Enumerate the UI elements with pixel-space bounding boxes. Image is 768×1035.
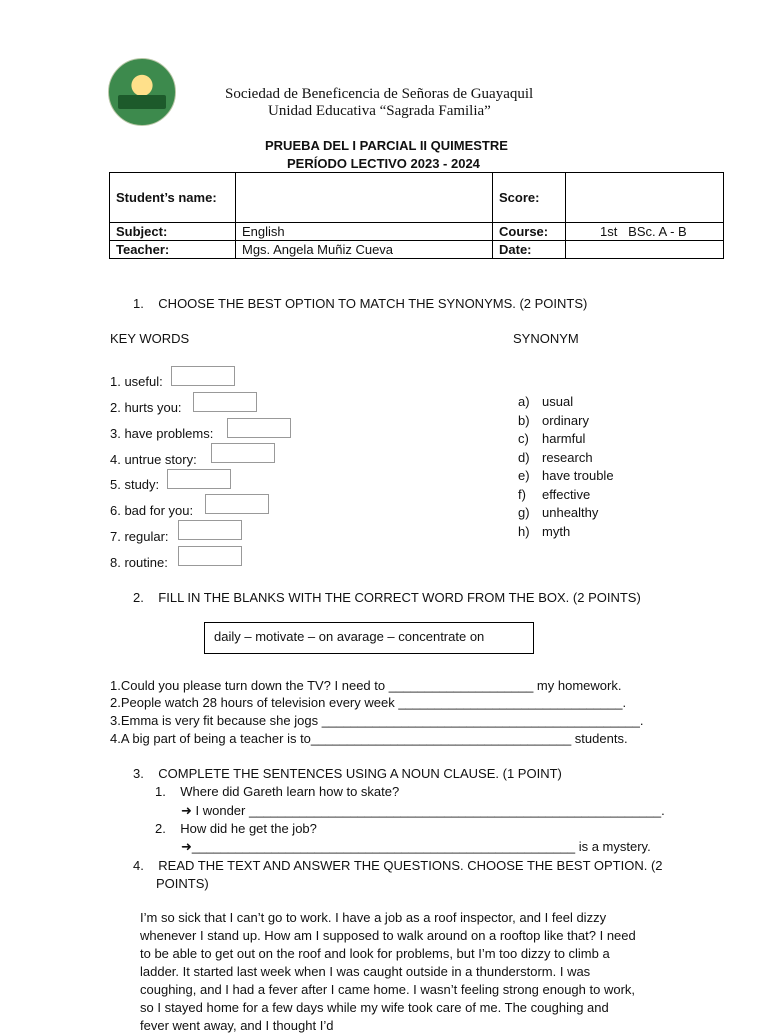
keyword-item: 8. routine:: [110, 555, 168, 570]
teacher-label: Teacher:: [110, 241, 236, 259]
keyword-item: 6. bad for you:: [110, 503, 194, 518]
answer-box[interactable]: [178, 546, 242, 566]
student-name-label: Student’s name:: [110, 173, 236, 223]
keywords-label: KEY WORDS: [110, 331, 190, 346]
synonym-item: a) usual: [518, 394, 574, 409]
synonym-item: d) research: [518, 449, 593, 465]
answer-line-1: ➜ I wonder _________________________________________________________.: [181, 803, 665, 818]
course-label: Course:: [493, 223, 566, 241]
section2-heading: 2. FILL IN THE BLANKS WITH THE CORRECT WORD FROM THE BOX. (2 POINTS): [133, 590, 641, 605]
question-1: 1. Where did Gareth learn how to skate?: [155, 784, 400, 799]
school-logo: [108, 58, 176, 126]
keyword-item: 1. useful:: [110, 374, 163, 389]
fill-sentence: 1.Could you please turn down the TV? I need to ____________________ my homework.: [110, 678, 622, 693]
synonym-item: e) have trouble: [518, 468, 614, 483]
answer-box[interactable]: [193, 392, 257, 412]
synonym-item: h) myth: [518, 523, 571, 539]
score-field[interactable]: [566, 173, 724, 223]
date-label: Date:: [493, 241, 566, 259]
exam-period: PERÍODO LECTIVO 2023 - 2024: [287, 156, 480, 171]
school-name: Unidad Educativa “Sagrada Familia”: [268, 103, 491, 119]
fill-sentence: 3.Emma is very fit because she jogs ____________________________________________.: [110, 713, 644, 728]
reading-passage: I’m so sick that I can’t go to work. I have a job as a roof inspector, and I feel dizzy whenever I stand up. How am I supposed to walk around on a rooftop like that? I need to be able to get out on the roof and look for problems, but I’m too dizzy to climb a ladder. It started last week when I was caught outside in a thunderstorm. I was coughing, and I had a fever after I came home. I wasn’t feeling strong enough to work, so I stayed home for a few days while my wife took care of me. The coughing and fever went away, and I thought I’d: [140, 910, 636, 1033]
answer-box[interactable]: [167, 469, 231, 489]
keyword-item: 7. regular:: [110, 529, 169, 544]
answer-box[interactable]: [205, 494, 269, 514]
answer-box[interactable]: [211, 443, 275, 463]
org-name: Sociedad de Beneficencia de Señoras de Guayaquil: [225, 86, 534, 102]
section4-heading: 4. READ THE TEXT AND ANSWER THE QUESTIONS. CHOOSE THE BEST OPTION. (2: [133, 858, 663, 873]
fill-sentence: 2.People watch 28 hours of television every week _______________________________.: [110, 695, 627, 710]
subject-label: Subject:: [110, 223, 236, 241]
keyword-item: 3. have problems:: [110, 426, 214, 441]
keyword-item: 4. untrue story:: [110, 452, 197, 467]
answer-box[interactable]: [178, 520, 242, 540]
synonym-list: [518, 393, 614, 541]
section1-heading: 1. CHOOSE THE BEST OPTION TO MATCH THE SYNONYMS. (2 POINTS): [133, 296, 588, 311]
synonym-item: c) harmful: [518, 431, 586, 446]
student-name-field[interactable]: [236, 173, 493, 223]
synonym-item: f) effective: [518, 486, 591, 502]
exam-title: PRUEBA DEL I PARCIAL II QUIMESTRE: [265, 138, 508, 153]
section3-heading: 3. COMPLETE THE SENTENCES USING A NOUN CLAUSE. (1 POINT): [133, 766, 562, 781]
fill-sentence: 4.A big part of being a teacher is to____________________________________ students.: [110, 731, 628, 746]
student-info-table: [109, 172, 724, 259]
synonym-item: b) ordinary: [518, 412, 589, 428]
answer-line-2: ➜_____________________________________________________ is a mystery.: [181, 839, 651, 854]
synonym-label: SYNONYM: [513, 331, 579, 346]
answer-box[interactable]: [171, 366, 235, 386]
course-value: 1st BSc. A - B: [566, 223, 724, 241]
keyword-item: 5. study:: [110, 477, 160, 492]
question-2: 2. How did he get the job?: [155, 821, 317, 836]
keyword-item: 2. hurts you:: [110, 400, 182, 415]
score-label: Score:: [493, 173, 566, 223]
teacher-value: Mgs. Angela Muñiz Cueva: [236, 241, 493, 259]
date-field[interactable]: [566, 241, 724, 259]
synonym-item: g) unhealthy: [518, 505, 599, 520]
section4-heading-cont: POINTS): [156, 876, 209, 891]
answer-box[interactable]: [227, 418, 291, 438]
word-box: daily – motivate – on avarage – concentrate on: [204, 622, 534, 654]
subject-value: English: [236, 223, 493, 241]
